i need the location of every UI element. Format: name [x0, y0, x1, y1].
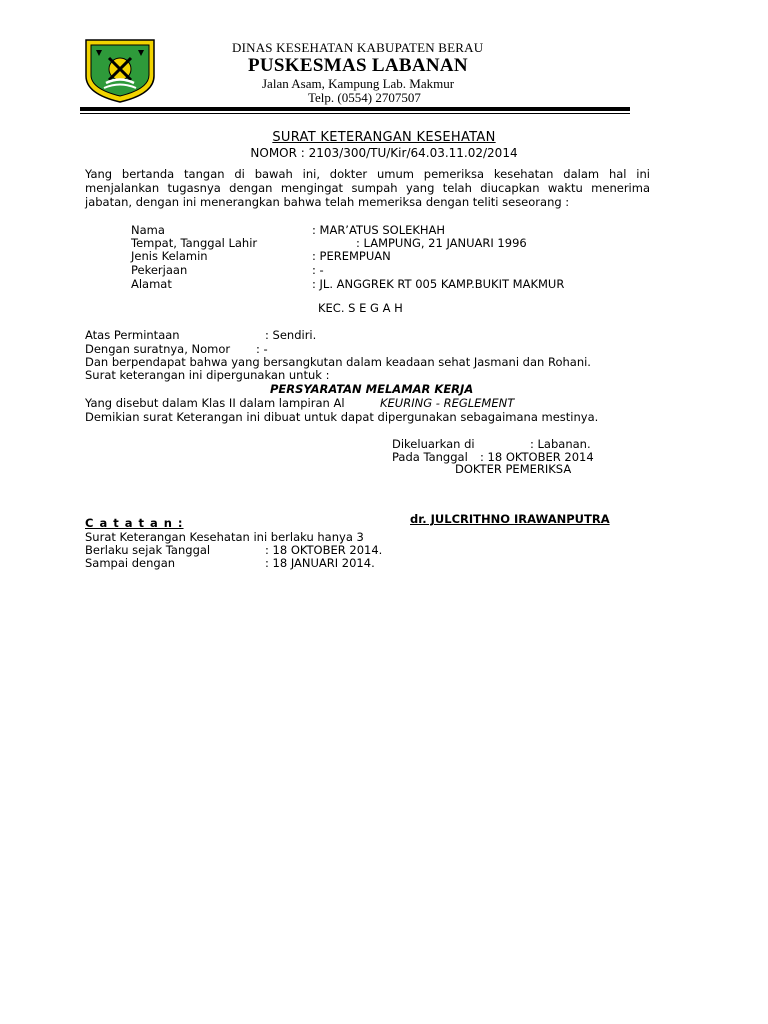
health-statement: Dan berpendapat bahwa yang bersangkutan dalam keadaan sehat Jasmani dan Rohani.	[85, 355, 591, 369]
name-label: Nama	[131, 223, 165, 237]
klas-reference: KEURING - REGLEMENT	[380, 396, 515, 410]
request-label: Atas Permintaan	[85, 328, 180, 342]
purpose-value: PERSYARATAN MELAMAR KERJA	[270, 382, 474, 396]
agency-name: DINAS KESEHATAN KABUPATEN BERAU	[232, 40, 484, 55]
valid-until-value: : 18 JANUARI 2014.	[265, 556, 375, 570]
notes-heading: C a t a t a n :	[85, 516, 184, 530]
job-label: Pekerjaan	[131, 263, 188, 277]
valid-from-value: : 18 OKTOBER 2014.	[265, 543, 383, 557]
gender-label: Jenis Kelamin	[131, 249, 208, 263]
valid-until-label: Sampai dengan	[85, 556, 176, 570]
request-value: : Sendiri.	[265, 328, 317, 342]
intro-paragraph: Yang bertanda tangan di bawah ini, dokter umum pemeriksa kesehatan dalam hal ini menjalankan tugasnya dengan mengingat sumpah yang telah diucapkan waktu menerima jabatan, dengan ini menerangkan bahwa telah memeriksa dengan teliti seseorang :	[85, 167, 650, 209]
document-number: NOMOR : 2103/300/TU/Kir/64.03.11.02/2014	[250, 146, 518, 160]
letter-label: Dengan suratnya, Nomor	[85, 342, 231, 356]
issue-date-value: : 18 OKTOBER 2014	[480, 450, 594, 464]
gender-value: : PEREMPUAN	[312, 249, 391, 263]
closing-line: Demikian surat Keterangan ini dibuat untuk dapat dipergunakan sebagaimana mestinya.	[85, 410, 599, 424]
klas-line: Yang disebut dalam Klas II dalam lampiran Al	[85, 396, 345, 410]
regency-crest-icon	[82, 36, 158, 104]
job-value: : -	[312, 263, 324, 277]
name-value: : MAR’ATUS SOLEKHAH	[312, 223, 446, 237]
notes-validity: Surat Keterangan Kesehatan ini berlaku hanya 3	[85, 530, 364, 544]
issue-date-label: Pada Tanggal	[392, 450, 468, 464]
doctor-name: dr. JULCRITHNO IRAWANPUTRA	[410, 512, 610, 526]
purpose-line: Surat keterangan ini dipergunakan untuk :	[85, 368, 330, 382]
issue-place-label: Dikeluarkan di	[392, 437, 475, 451]
facility-name: PUSKESMAS LABANAN	[248, 55, 468, 76]
issue-place-value: : Labanan.	[530, 437, 591, 451]
document-title: SURAT KETERANGAN KESEHATAN	[272, 130, 496, 145]
birth-value: : LAMPUNG, 21 JANUARI 1996	[356, 236, 527, 250]
address-label: Alamat	[131, 277, 172, 291]
valid-from-label: Berlaku sejak Tanggal	[85, 543, 211, 557]
signer-role: DOKTER PEMERIKSA	[455, 462, 572, 476]
birth-label: Tempat, Tanggal Lahir	[131, 236, 258, 250]
letter-value: : -	[256, 342, 268, 356]
address-value: : JL. ANGGREK RT 005 KAMP.BUKIT MAKMUR	[312, 277, 565, 291]
facility-phone: Telp. (0554) 2707507	[308, 90, 421, 105]
address-district: KEC. S E G A H	[318, 301, 403, 315]
header-rule-thick	[80, 107, 630, 111]
facility-address: Jalan Asam, Kampung Lab. Makmur	[262, 76, 455, 91]
header-rule-thin	[80, 113, 630, 114]
